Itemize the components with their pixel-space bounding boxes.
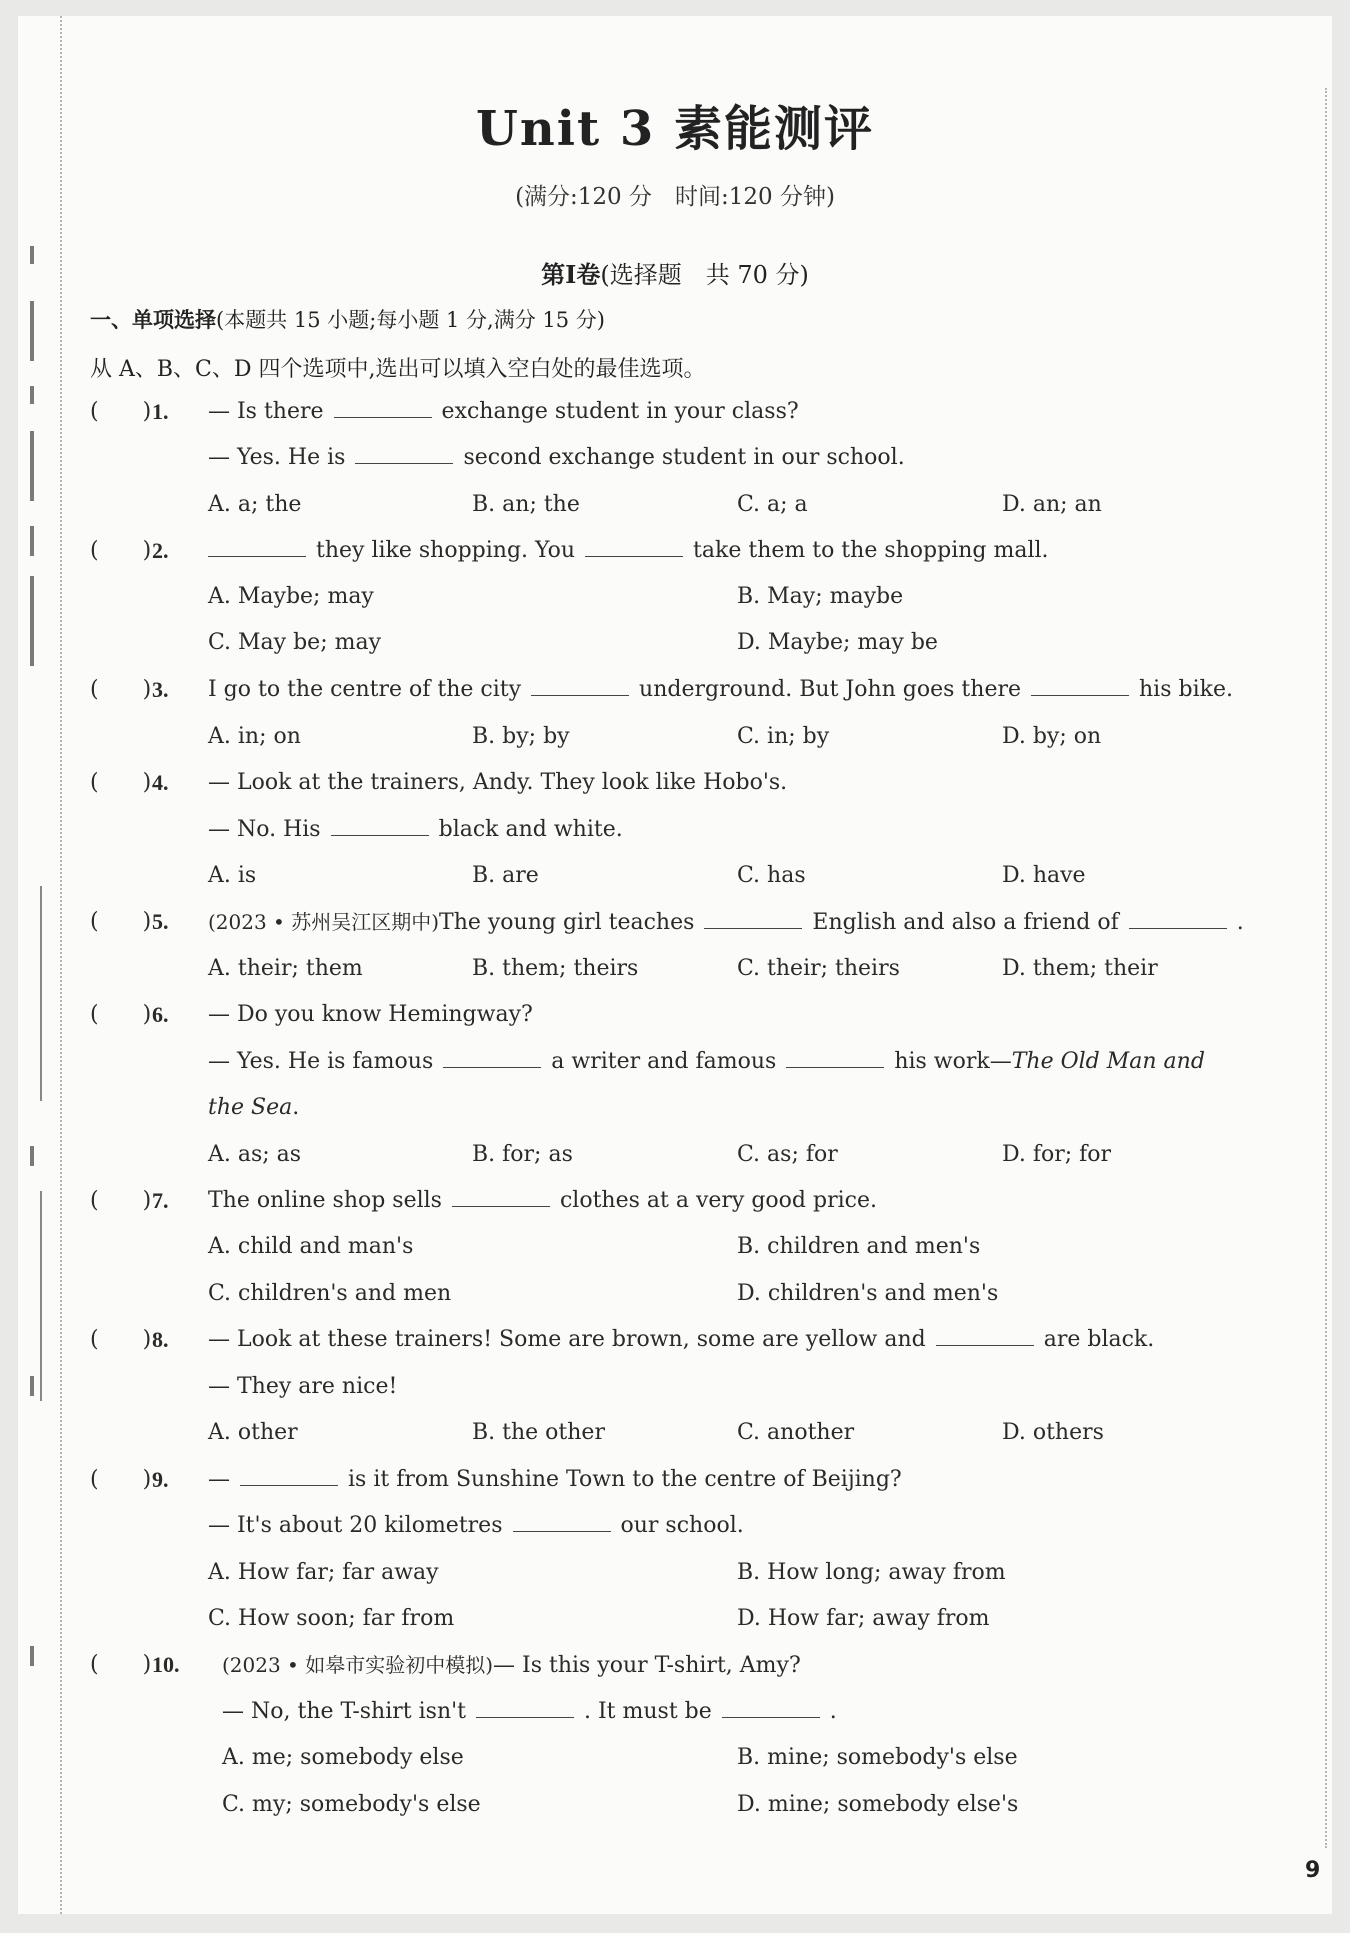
- answer-blank: [936, 1323, 1034, 1346]
- question-stem: — It's about 20 kilometres our school.: [208, 1506, 744, 1546]
- question-4: [90, 763, 1290, 803]
- answer-blank: [355, 441, 453, 464]
- answer-blank: [722, 1695, 820, 1718]
- option-c[interactable]: C. their; theirs: [737, 956, 900, 981]
- option-c[interactable]: C. another: [737, 1420, 855, 1445]
- question-6: [90, 995, 1290, 1035]
- answer-bracket[interactable]: ( ): [90, 538, 152, 563]
- question-10: [90, 1645, 1290, 1685]
- binding-dotted-line: [60, 16, 62, 1914]
- question-2: [90, 531, 1290, 571]
- question-number: 7.: [152, 1188, 169, 1213]
- question-4-line-2: [90, 810, 1290, 850]
- question-number: 3.: [152, 677, 169, 702]
- option-b[interactable]: B. children and men's: [737, 1234, 981, 1259]
- question-6-line-2: [90, 1042, 1290, 1082]
- paper-label: 第Ⅰ卷: [541, 260, 601, 289]
- page-title: Unit 3 素能测评: [476, 101, 874, 157]
- question-number: 5.: [152, 909, 169, 934]
- answer-bracket[interactable]: ( ): [90, 1467, 152, 1492]
- margin-rule: [40, 1191, 42, 1401]
- question-6-line-3: [90, 1088, 1290, 1128]
- question-8-line-2: [90, 1367, 1290, 1407]
- question-stem: — Is there exchange student in your class?: [208, 392, 799, 432]
- margin-marks: [18, 246, 52, 1846]
- margin-rule: [40, 886, 42, 1101]
- option-d[interactable]: D. an; an: [1002, 492, 1102, 517]
- question-1-options: [90, 485, 1290, 525]
- answer-blank: [240, 1463, 338, 1486]
- option-a[interactable]: A. a; the: [208, 492, 302, 517]
- option-b[interactable]: B. by; by: [472, 724, 570, 749]
- answer-blank: [531, 673, 629, 696]
- option-a[interactable]: A. me; somebody else: [222, 1745, 464, 1770]
- option-c[interactable]: C. has: [737, 863, 806, 888]
- option-b[interactable]: B. an; the: [472, 492, 580, 517]
- option-c[interactable]: C. How soon; far from: [208, 1606, 455, 1631]
- question-stem: — No. His black and white.: [208, 810, 623, 850]
- option-d[interactable]: D. have: [1002, 863, 1086, 888]
- page-subtitle: (满分:120 分 时间:120 分钟): [515, 184, 835, 210]
- option-c[interactable]: C. as; for: [737, 1142, 838, 1167]
- right-dotted-line: [1325, 88, 1327, 1848]
- option-d[interactable]: D. them; their: [1002, 956, 1158, 981]
- question-9-options-row-2: [90, 1599, 1290, 1639]
- option-c[interactable]: C. in; by: [737, 724, 830, 749]
- option-b[interactable]: B. them; theirs: [472, 956, 639, 981]
- book-title: The Old Man and: [1011, 1049, 1205, 1074]
- answer-bracket[interactable]: ( ): [90, 1188, 152, 1213]
- option-b[interactable]: B. for; as: [472, 1142, 573, 1167]
- answer-blank: [452, 1184, 550, 1207]
- question-number: 2.: [152, 538, 169, 563]
- question-stem: The online shop sells clothes at a very good price.: [208, 1181, 877, 1221]
- question-7-options-row-2: [90, 1274, 1290, 1314]
- answer-blank: [443, 1045, 541, 1068]
- question-7: [90, 1181, 1290, 1221]
- option-b[interactable]: B. mine; somebody's else: [737, 1745, 1018, 1770]
- question-stem: — is it from Sunshine Town to the centre of Beijing?: [208, 1460, 902, 1500]
- question-7-options-row-1: [90, 1227, 1290, 1267]
- answer-blank: [585, 534, 683, 557]
- question-number: 6.: [152, 1002, 169, 1027]
- option-a[interactable]: A. child and man's: [208, 1234, 414, 1259]
- question-stem: — Yes. He is second exchange student in our school.: [208, 438, 905, 478]
- section-instruction: 从 A、B、C、D 四个选项中,选出可以填入空白处的最佳选项。: [90, 357, 706, 382]
- answer-blank: [331, 813, 429, 836]
- option-a[interactable]: A. as; as: [208, 1142, 302, 1167]
- answer-blank: [476, 1695, 574, 1718]
- answer-blank: [786, 1045, 884, 1068]
- question-stem: the Sea.: [208, 1095, 300, 1120]
- question-stem: (2023 • 如皋市实验初中模拟)— Is this your T-shirt, Amy?: [222, 1653, 801, 1678]
- option-d[interactable]: D. by; on: [1002, 724, 1102, 749]
- question-number: 1.: [152, 399, 169, 424]
- option-c[interactable]: C. May be; may: [208, 630, 382, 655]
- question-3: [90, 670, 1290, 710]
- question-6-options: [90, 1135, 1290, 1175]
- question-9-line-2: [90, 1506, 1290, 1546]
- answer-blank: [1129, 906, 1227, 929]
- answer-bracket[interactable]: ( ): [90, 1002, 152, 1027]
- answer-bracket[interactable]: ( ): [90, 1652, 152, 1677]
- section-name: 一、单项选择: [90, 308, 216, 332]
- question-number: 8.: [152, 1327, 169, 1352]
- option-b[interactable]: B. How long; away from: [737, 1560, 1006, 1585]
- answer-bracket[interactable]: ( ): [90, 909, 152, 934]
- question-stem: (2023 • 苏州吴江区期中)The young girl teaches English and also a friend of .: [208, 902, 1244, 943]
- option-a[interactable]: A. How far; far away: [208, 1560, 439, 1585]
- question-10-line-2: [90, 1692, 1290, 1732]
- answer-bracket[interactable]: ( ): [90, 677, 152, 702]
- question-2-options-row-1: [90, 577, 1290, 617]
- answer-blank: [1031, 673, 1129, 696]
- option-b[interactable]: B. are: [472, 863, 539, 888]
- option-a[interactable]: A. in; on: [208, 724, 301, 749]
- answer-blank: [208, 534, 306, 557]
- section-title: [90, 304, 605, 334]
- question-2-options-row-2: [90, 623, 1290, 663]
- question-stem: — They are nice!: [208, 1374, 398, 1399]
- answer-blank: [513, 1509, 611, 1532]
- question-10-options-row-1: [90, 1738, 1290, 1778]
- question-number: 9.: [152, 1467, 169, 1492]
- question-stem: — No, the T-shirt isn't . It must be .: [222, 1692, 837, 1732]
- question-number: 4.: [152, 770, 169, 795]
- option-a[interactable]: A. is: [208, 863, 257, 888]
- question-5-options: [90, 949, 1290, 989]
- question-1: [90, 392, 1290, 432]
- option-a[interactable]: A. Maybe; may: [208, 584, 374, 609]
- question-8-options: [90, 1413, 1290, 1453]
- answer-blank: [334, 395, 432, 418]
- answer-bracket[interactable]: ( ): [90, 399, 152, 424]
- paper-description: (选择题 共 70 分): [600, 261, 809, 289]
- option-d[interactable]: D. children's and men's: [737, 1281, 999, 1306]
- question-stem: — Do you know Hemingway?: [208, 1002, 533, 1027]
- section-info: (本题共 15 小题;每小题 1 分,满分 15 分): [216, 308, 605, 332]
- option-c[interactable]: C. my; somebody's else: [222, 1792, 481, 1817]
- answer-bracket[interactable]: ( ): [90, 770, 152, 795]
- page-number: 9: [1305, 1858, 1321, 1883]
- option-c[interactable]: C. a; a: [737, 492, 808, 517]
- question-stem: — Look at these trainers! Some are brown, some are yellow and are black.: [208, 1320, 1154, 1360]
- question-4-options: [90, 856, 1290, 896]
- question-stem: they like shopping. You take them to the shopping mall.: [208, 531, 1049, 571]
- answer-bracket[interactable]: ( ): [90, 1327, 152, 1352]
- question-source: (2023 • 如皋市实验初中模拟): [222, 1653, 494, 1677]
- question-stem: — Look at the trainers, Andy. They look like Hobo's.: [208, 770, 788, 795]
- option-c[interactable]: C. children's and men: [208, 1281, 452, 1306]
- question-1-line-2: [90, 438, 1290, 478]
- question-number: 10.: [152, 1652, 180, 1677]
- option-d[interactable]: D. mine; somebody else's: [737, 1792, 1019, 1817]
- question-source: (2023 • 苏州吴江区期中): [208, 910, 440, 934]
- option-b[interactable]: B. the other: [472, 1420, 605, 1445]
- question-3-options: [90, 717, 1290, 757]
- question-stem: — Yes. He is famous a writer and famous his work—The Old Man and: [208, 1042, 1205, 1082]
- option-a[interactable]: A. other: [208, 1420, 298, 1445]
- option-d[interactable]: D. others: [1002, 1420, 1104, 1445]
- option-a[interactable]: A. their; them: [208, 956, 363, 981]
- option-b[interactable]: B. May; maybe: [737, 584, 904, 609]
- book-title: the Sea: [208, 1095, 293, 1120]
- option-d[interactable]: D. for; for: [1002, 1142, 1112, 1167]
- answer-blank: [704, 906, 802, 929]
- paper-heading: [0, 255, 1350, 290]
- option-d[interactable]: D. Maybe; may be: [737, 630, 938, 655]
- option-d[interactable]: D. How far; away from: [737, 1606, 990, 1631]
- question-9: [90, 1460, 1290, 1500]
- question-5: [90, 902, 1290, 942]
- question-9-options-row-1: [90, 1553, 1290, 1593]
- question-10-options-row-2: [90, 1785, 1290, 1825]
- question-stem: I go to the centre of the city underground. But John goes there his bike.: [208, 670, 1233, 710]
- question-8: [90, 1320, 1290, 1360]
